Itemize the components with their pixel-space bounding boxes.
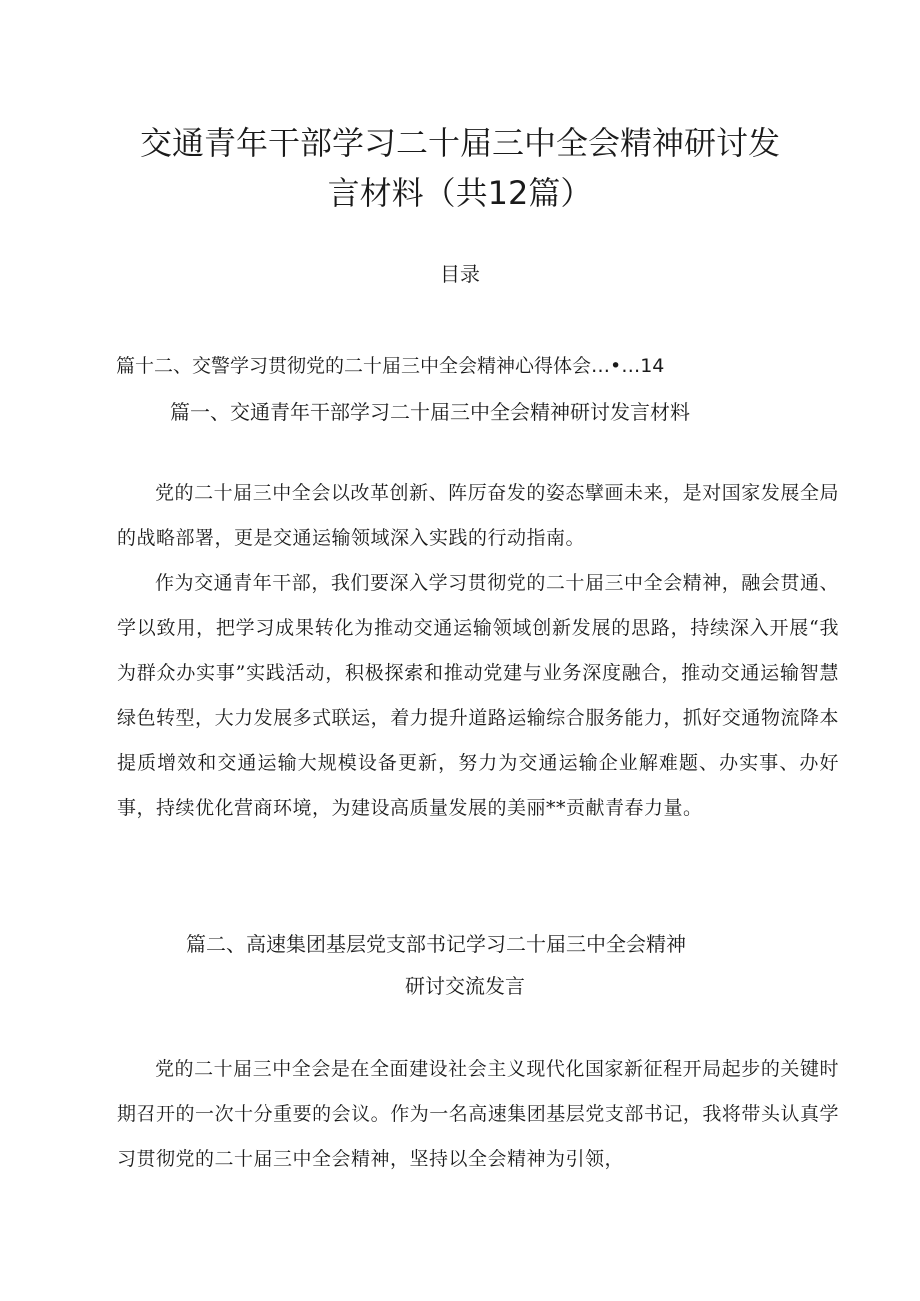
toc-heading: 目录 xyxy=(440,262,480,286)
section-2-paragraph-1: 党的二十届三中全会是在全面建设社会主义现代化国家新征程开局起步的关键时期召开的一次十分重要的会议。作为一名高速集团基层党支部书记，我将带头认真学习贯彻党的二十届三中全会精神，坚持以全会精神为引领， xyxy=(117,1058,839,1170)
toc-entry[interactable]: 篇十二、交警学习贯彻党的二十届三中全会精神心得体会…•…14 xyxy=(116,355,665,377)
section-1-heading: 篇一、交通青年干部学习二十届三中全会精神研讨发言材料 xyxy=(170,400,690,424)
section-2-heading-line-1: 篇二、高速集团基层党支部书记学习二十届三中全会精神 xyxy=(186,932,686,956)
section-2-heading-line-2: 研讨交流发言 xyxy=(405,974,525,998)
document-title-line-1: 交通青年干部学习二十届三中全会精神研讨发 xyxy=(139,124,780,162)
section-1-paragraph-1: 党的二十届三中全会以改革创新、阵厉奋发的姿态擘画未来，是对国家发展全局的战略部署，更是交通运输领域深入实践的行动指南。 xyxy=(117,482,839,549)
section-1-paragraph-2: 作为交通青年干部，我们要深入学习贯彻党的二十届三中全会精神，融会贯通、学以致用，把学习成果转化为推动交通运输领域创新发展的思路，持续深入开展“我为群众办实事”实践活动，积极探索和推动党建与业务深度融合，推动交通运输智慧绿色转型，大力发展多式联运，着力提升道路运输综合服务能力，抓好交通物流降本提质增效和交通运输大规模设备更新，努力为交通运输企业解难题、办实事、办好事，持续优化营商环境，为建设高质量发展的美丽**贡献青春力量。 xyxy=(117,572,839,819)
document-title-line-2: 言材料（共12篇） xyxy=(327,174,593,212)
